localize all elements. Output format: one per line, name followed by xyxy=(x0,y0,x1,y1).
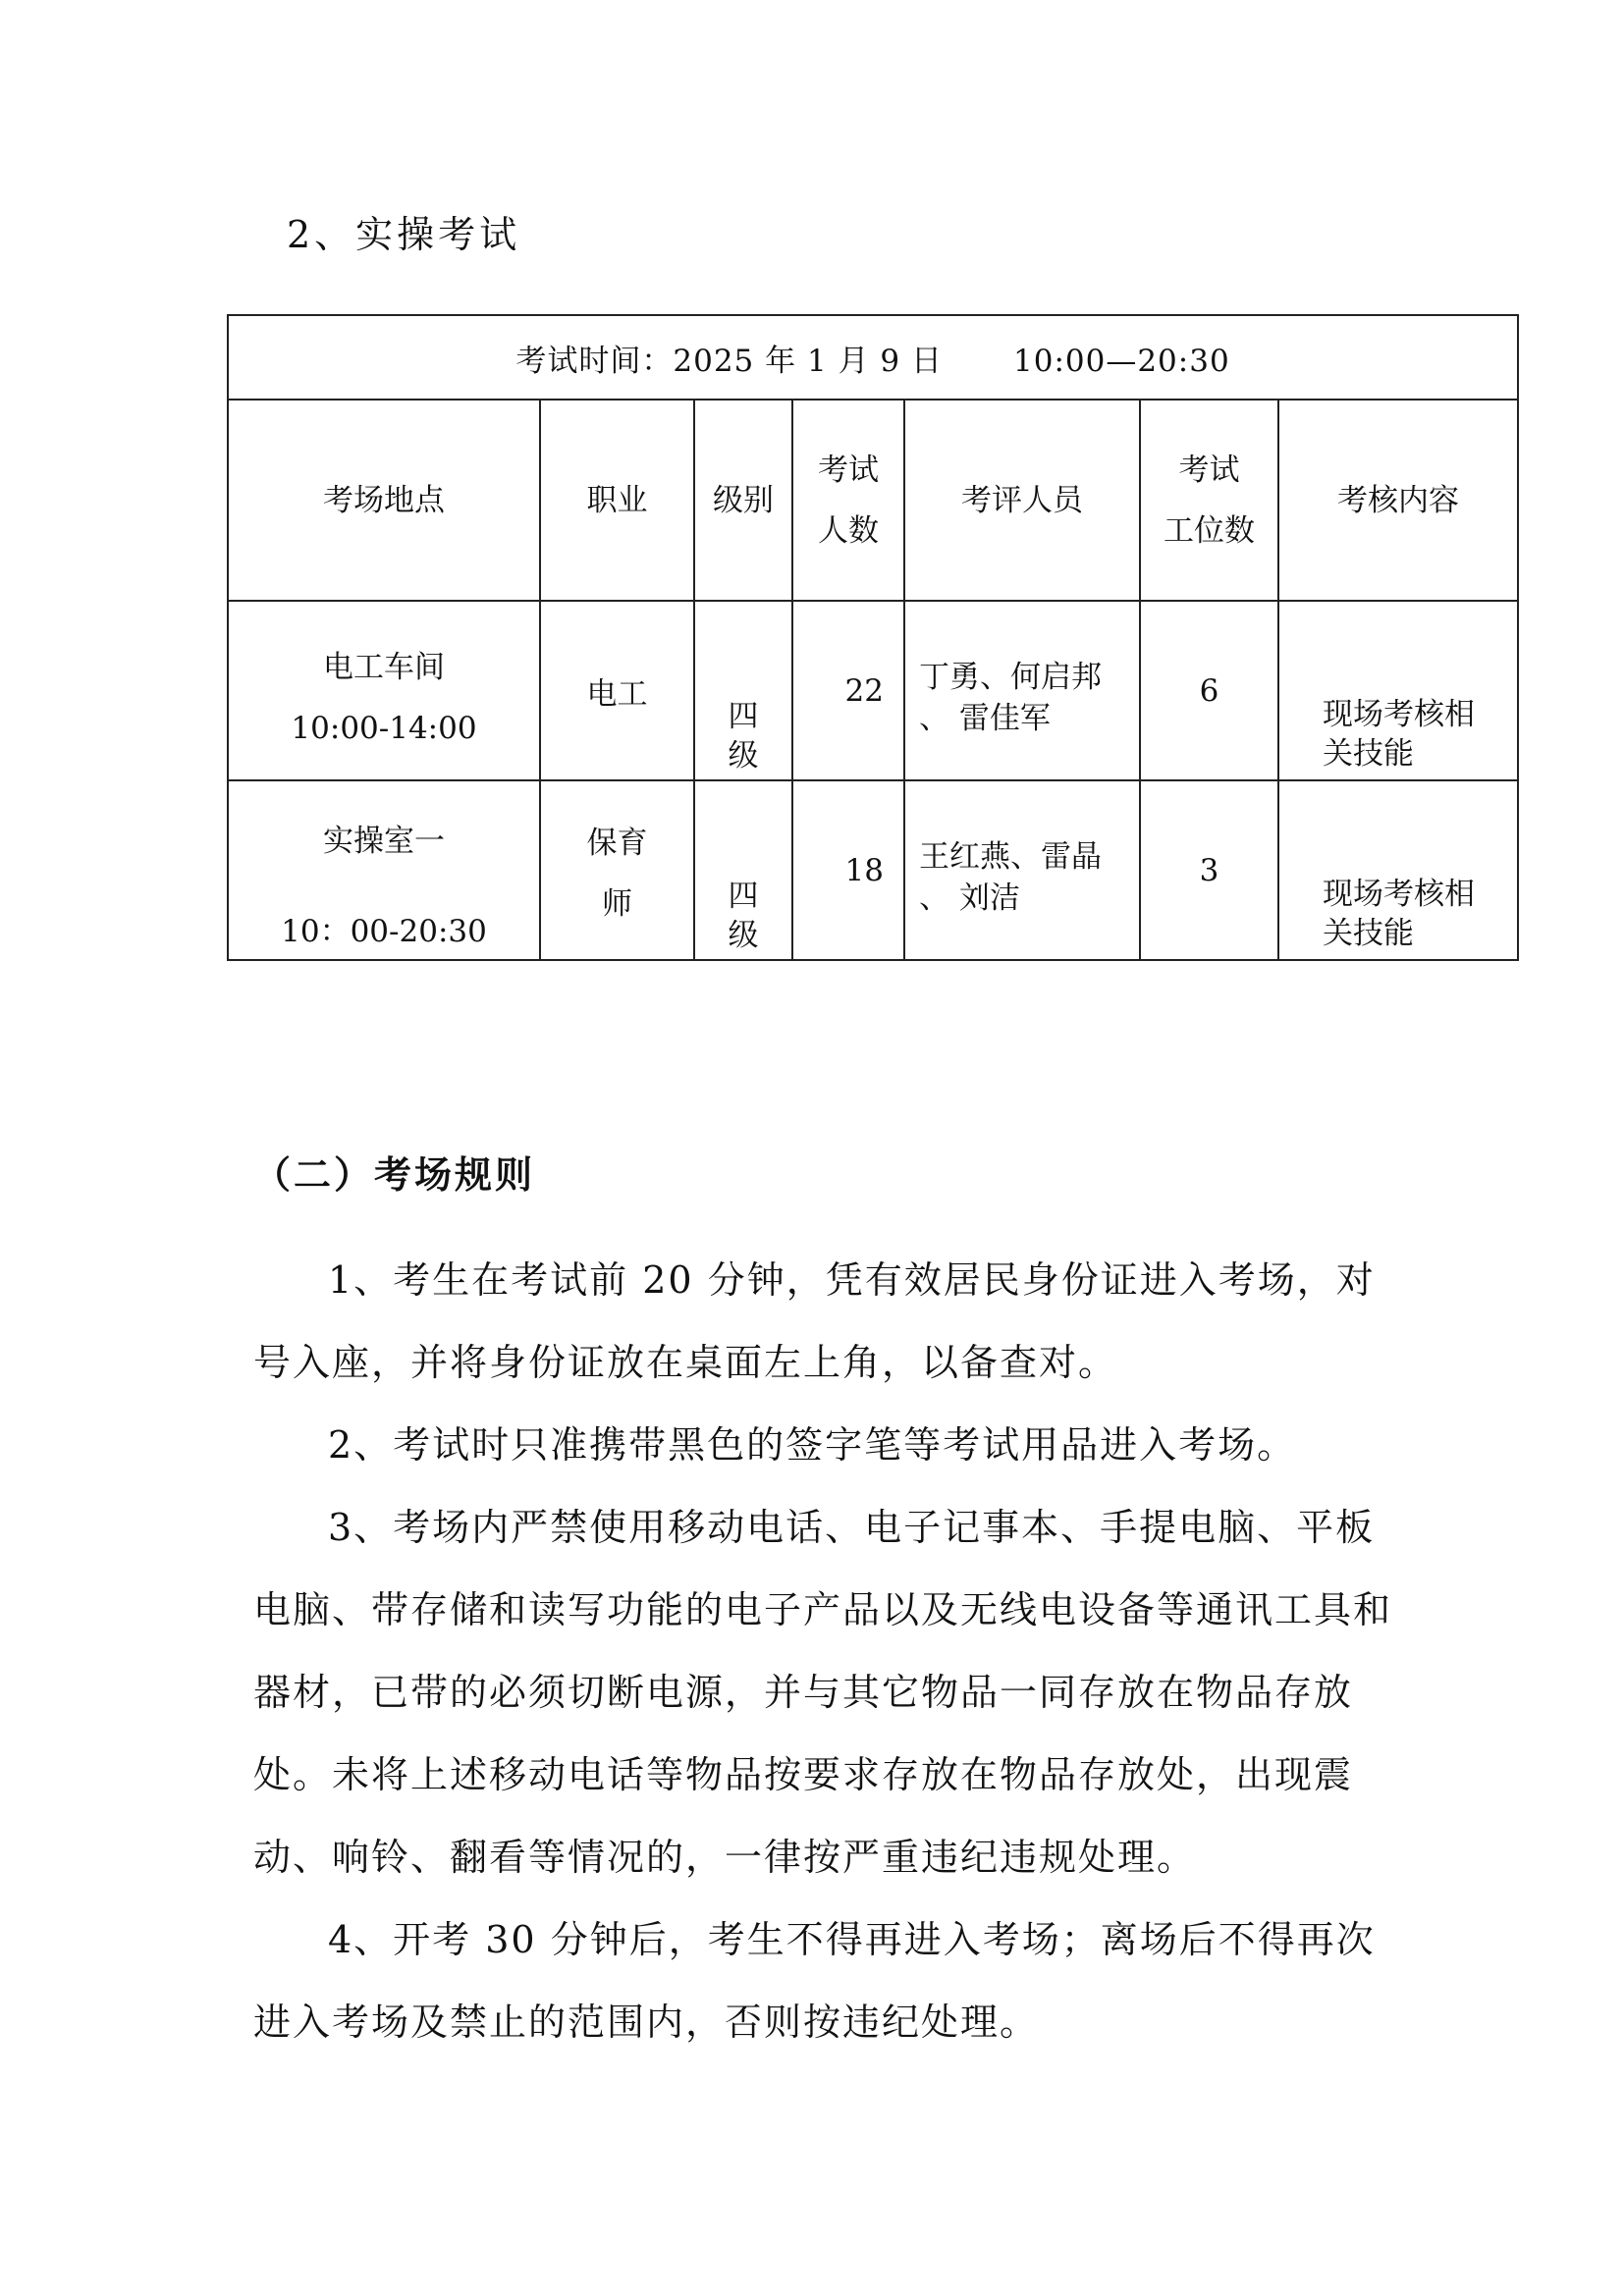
exam-time-row xyxy=(228,315,1518,400)
rule-item: 4、开考 30 分钟后，考生不得再进入考场；离场后不得再次进入考场及禁止的范围内，否则按违纪处理。 xyxy=(253,1918,1376,2044)
table-header-row xyxy=(228,400,1518,601)
rules-list xyxy=(253,1239,1392,2063)
content-line2: 关技能 xyxy=(1323,736,1414,772)
table-row xyxy=(228,780,1518,960)
cell-location xyxy=(228,601,540,780)
cell-occupation xyxy=(540,780,694,960)
count-value: 18 xyxy=(844,852,884,888)
cell-content xyxy=(1278,780,1518,960)
cell-examiners xyxy=(904,780,1140,960)
stations-value: 3 xyxy=(1199,852,1219,888)
header-count xyxy=(792,400,904,601)
header-count-line1: 考试 xyxy=(818,452,879,488)
content-line1: 现场考核相 xyxy=(1323,877,1475,912)
header-level: 级别 xyxy=(694,400,792,601)
cell-content xyxy=(1278,601,1518,780)
section-title: 2、实操考试 xyxy=(287,213,521,256)
occupation-line2: 师 xyxy=(602,886,632,922)
content-line2: 关技能 xyxy=(1323,916,1414,951)
cell-count xyxy=(792,780,904,960)
location-name: 实操室一 xyxy=(323,824,445,859)
level-line1: 四 xyxy=(728,879,759,914)
cell-examiners xyxy=(904,601,1140,780)
header-stations-line2: 工位数 xyxy=(1164,512,1255,549)
header-count-line2: 人数 xyxy=(818,512,879,549)
examiners-line1: 丁勇、何启邦 xyxy=(919,660,1102,695)
exam-time-cell xyxy=(228,315,1518,400)
header-content: 考核内容 xyxy=(1278,400,1518,601)
occupation-line1: 保育 xyxy=(586,826,648,861)
exam-time-label: 考试时间：2025 年 1 月 9 日 xyxy=(515,343,943,379)
header-examiners: 考评人员 xyxy=(904,400,1140,601)
cell-stations xyxy=(1140,780,1278,960)
exam-time-range: 10:00—20:30 xyxy=(1013,343,1230,379)
header-stations xyxy=(1140,400,1278,601)
occupation-value: 电工 xyxy=(586,676,648,712)
cell-stations xyxy=(1140,601,1278,780)
examiners-line1: 王红燕、雷晶 xyxy=(919,839,1102,875)
examiners-line2: 、 雷佳军 xyxy=(919,701,1051,736)
header-location: 考场地点 xyxy=(228,400,540,601)
count-value: 22 xyxy=(844,672,884,709)
header-occupation: 职业 xyxy=(540,400,694,601)
cell-location xyxy=(228,780,540,960)
table-row xyxy=(228,601,1518,780)
location-time: 10：00-20:30 xyxy=(281,914,487,949)
cell-level xyxy=(694,780,792,960)
location-name: 电工车间 xyxy=(323,650,445,685)
rules-section-title: （二）考场规则 xyxy=(253,1153,536,1197)
cell-level xyxy=(694,601,792,780)
cell-occupation xyxy=(540,601,694,780)
level-line2: 级 xyxy=(728,738,759,774)
exam-schedule-table xyxy=(227,314,1519,961)
level-line1: 四 xyxy=(728,699,759,734)
examiners-line2: 、 刘洁 xyxy=(919,881,1020,916)
cell-count xyxy=(792,601,904,780)
location-time: 10:00-14:00 xyxy=(291,711,477,746)
rule-item: 1、考生在考试前 20 分钟，凭有效居民身份证进入考场，对号入座，并将身份证放在桌面左上角，以备查对。 xyxy=(253,1258,1376,1384)
rule-item: 2、考试时只准携带黑色的签字笔等考试用品进入考场。 xyxy=(328,1423,1297,1467)
level-line2: 级 xyxy=(728,918,759,953)
content-line1: 现场考核相 xyxy=(1323,697,1475,732)
rule-item: 3、考场内严禁使用移动电话、电子记事本、手提电脑、平板电脑、带存储和读写功能的电子产品以及无线电设备等通讯工具和器材，已带的必须切断电源，并与其它物品一同存放在物品存放处。未将上述移动电话等物品按要求存放在物品存放处，出现震动、响铃、翻看等情况的，一律按严重违纪违规处理。 xyxy=(253,1506,1393,1879)
header-stations-line1: 考试 xyxy=(1178,452,1240,488)
stations-value: 6 xyxy=(1199,672,1219,709)
